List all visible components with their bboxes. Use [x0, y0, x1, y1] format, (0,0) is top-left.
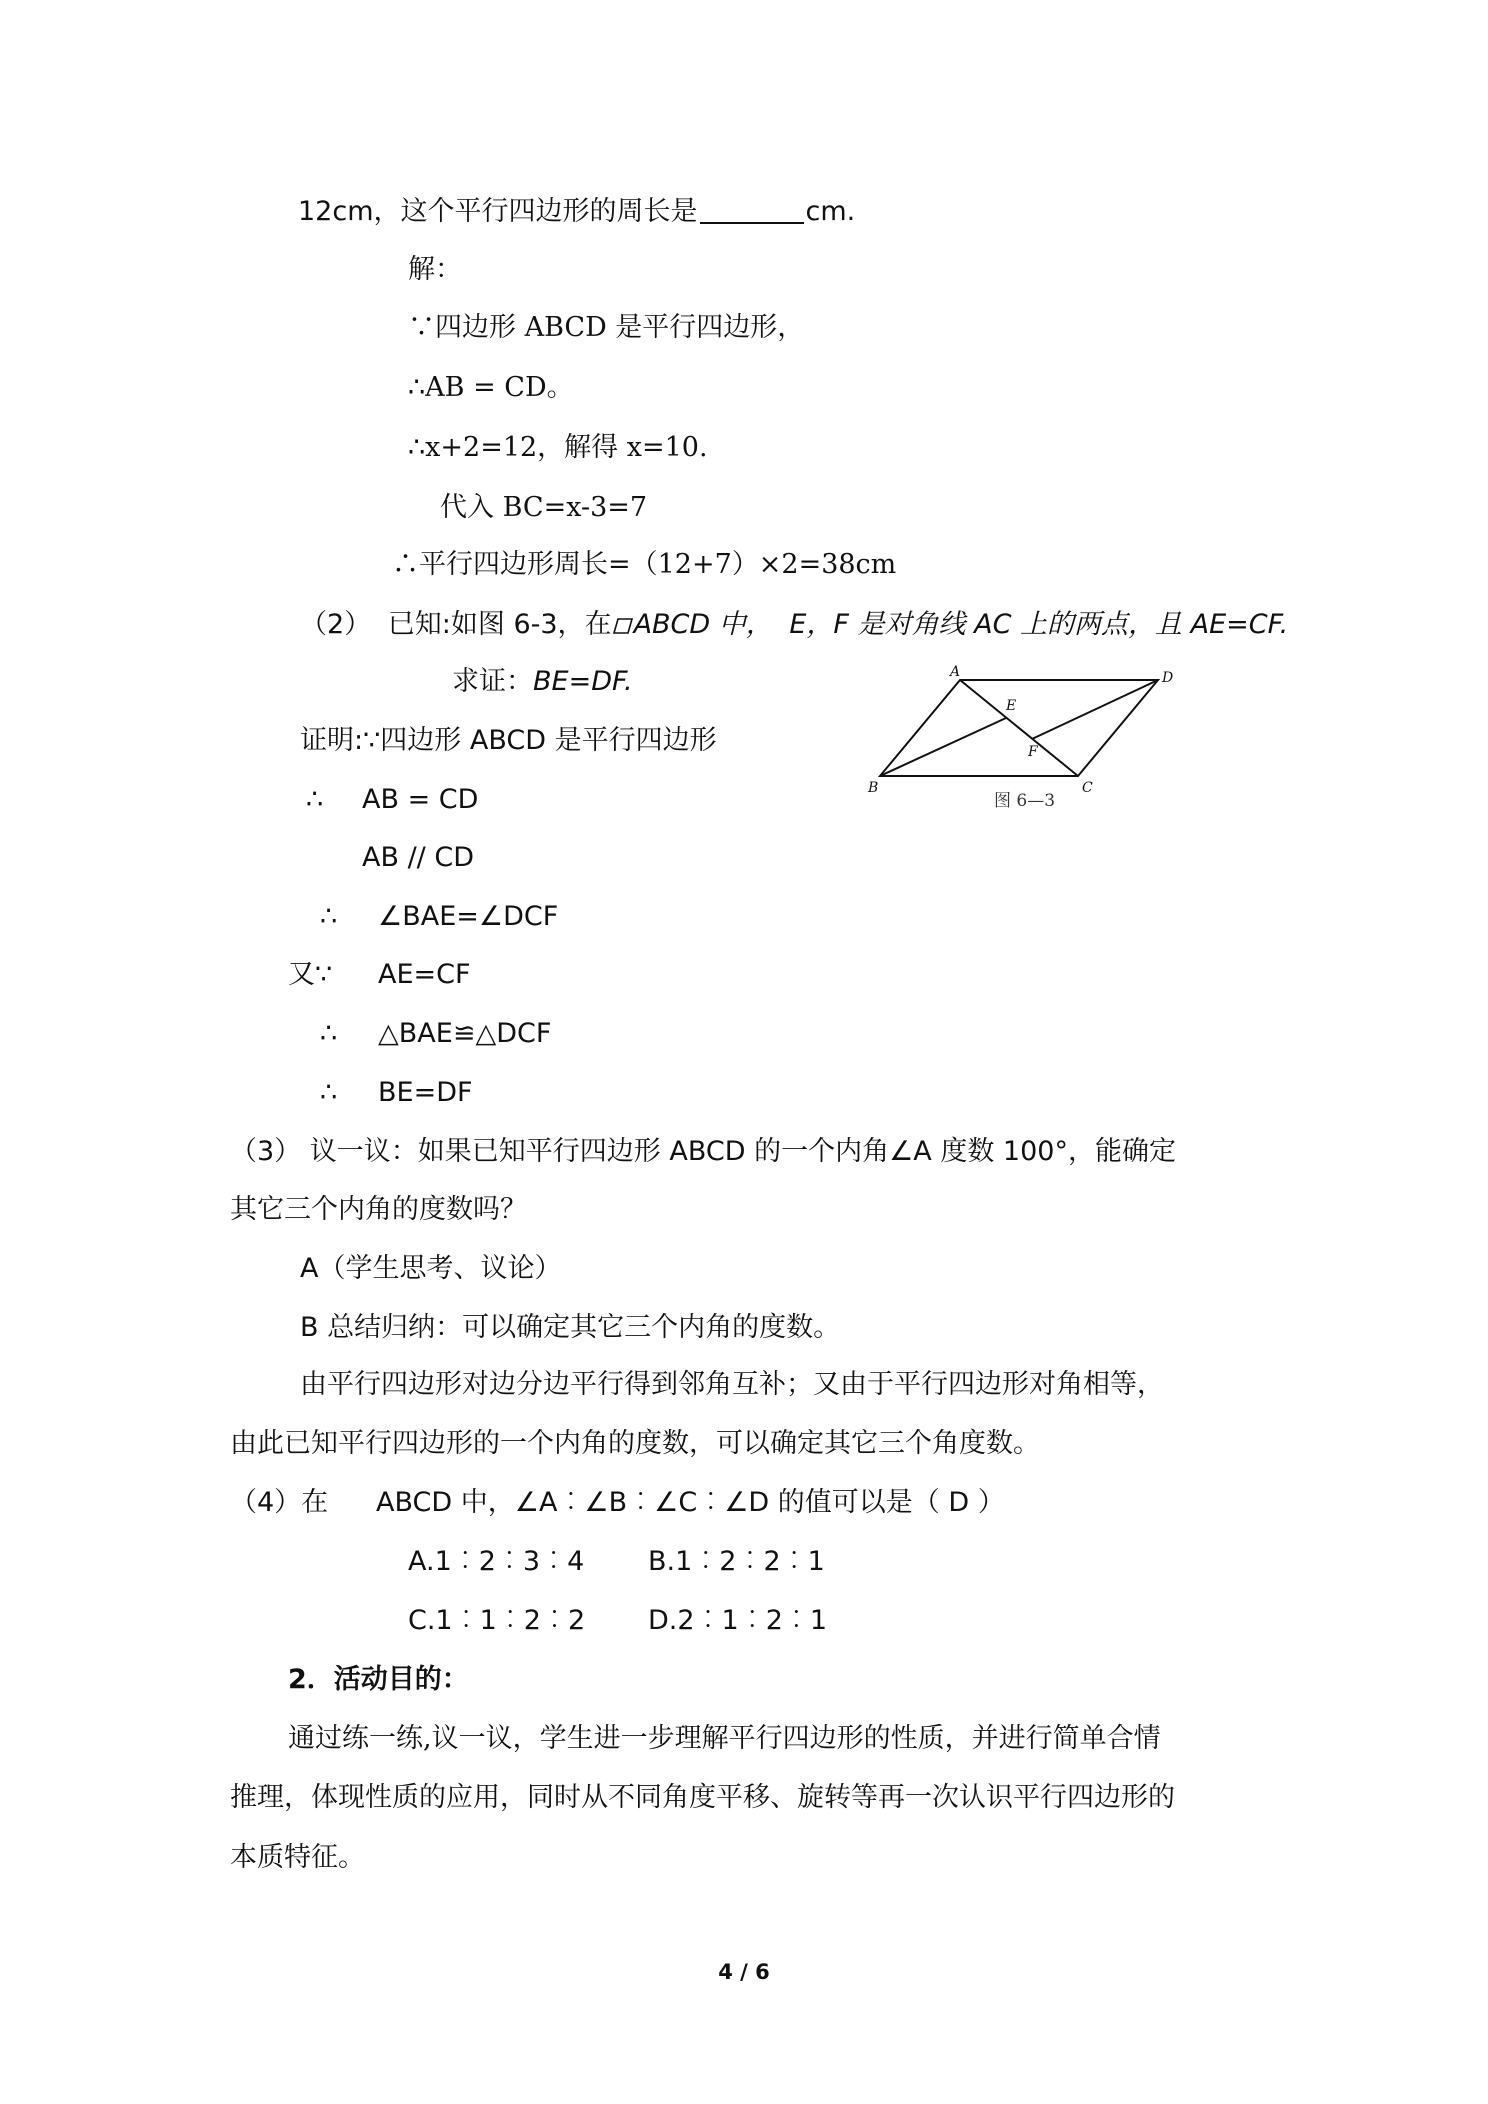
q1-tail-unit: cm. — [805, 196, 856, 227]
diagonal-ac — [960, 680, 1078, 776]
option-b: B.1︰2︰2︰1 — [648, 1546, 825, 1577]
solution-line-5: ∴平行四边形周长=（12+7）×2=38cm — [392, 549, 897, 580]
option-c: C.1︰1︰2︰2 — [408, 1605, 586, 1636]
q2-text-b: ABCD 中， — [633, 609, 773, 640]
proof-line-3: ∠BAE=∠DCF — [378, 901, 559, 932]
proof-line-1-symbol: ∴ — [306, 784, 324, 815]
proof-line-5: △BAE≌△DCF — [378, 1018, 552, 1049]
q2-prove — [452, 664, 633, 700]
option-d: D.2︰1︰2︰1 — [648, 1605, 828, 1636]
page-number: 4 / 6 — [718, 1960, 770, 1984]
q3-line-1: （3） 议一议：如果已知平行四边形 ABCD 的一个内角∠A 度数 100°，能确定 — [230, 1136, 1176, 1167]
segment-df — [1032, 680, 1158, 739]
q2-text-a: 已知:如图 6-3，在 — [387, 609, 612, 640]
q2-prove-expr: BE=DF. — [533, 666, 633, 697]
label-e: E — [1006, 698, 1017, 714]
parallelogram-icon — [612, 617, 634, 635]
q1-tail — [298, 194, 855, 230]
q2-statement — [300, 607, 1288, 643]
q3-para-1: 由平行四边形对边分边平行得到邻角互补；又由于平行四边形对角相等， — [300, 1369, 1164, 1400]
figure-caption: 图 6—3 — [994, 791, 1056, 811]
solution-label: 解： — [408, 254, 462, 285]
solution-line-4: 代入 BC=x-3=7 — [440, 492, 648, 523]
solution-line-2: ∴AB = CD。 — [408, 372, 574, 403]
q4-number: （4）在 — [230, 1487, 329, 1518]
solution-line-3: ∴x+2=12，解得 x=10. — [408, 432, 708, 463]
q4-text: ABCD 中，∠A︰∠B︰∠C︰∠D 的值可以是（ D ） — [376, 1487, 1005, 1518]
q3-para-2: 由此已知平行四边形的一个内角的度数，可以确定其它三个角度数。 — [230, 1428, 1040, 1459]
solution-line-1: ∵四边形 ABCD 是平行四边形， — [408, 312, 805, 343]
q3-answer-a: A（学生思考、议论） — [300, 1253, 562, 1284]
purpose-line-2: 推理，体现性质的应用，同时从不同角度平移、旋转等再一次认识平行四边形的 — [230, 1782, 1175, 1813]
proof-line-5-symbol: ∴ — [320, 1018, 338, 1049]
segment-be — [880, 718, 1006, 776]
proof-line-6: BE=DF — [378, 1077, 473, 1108]
purpose-line-3: 本质特征。 — [230, 1842, 365, 1873]
answer-blank — [700, 196, 804, 224]
q2-prove-label: 求证： — [452, 666, 533, 697]
proof-line-4: AE=CF — [378, 959, 471, 990]
q3-answer-b: B 总结归纳：可以确定其它三个内角的度数。 — [300, 1312, 841, 1343]
q2-text-c: E，F 是对角线 AC 上的两点，且 AE=CF. — [789, 609, 1289, 640]
proof-intro: 证明:∵四边形 ABCD 是平行四边形 — [300, 725, 717, 756]
label-a: A — [950, 664, 961, 680]
proof-line-4-symbol: 又∵ — [288, 959, 333, 990]
purpose-line-1: 通过练一练,议一议，学生进一步理解平行四边形的性质，并进行简单合情 — [288, 1723, 1161, 1754]
proof-line-3-symbol: ∴ — [320, 901, 338, 932]
proof-line-2: AB // CD — [362, 842, 474, 873]
q1-tail-text: 12cm，这个平行四边形的周长是 — [298, 196, 698, 227]
q3-line-2: 其它三个内角的度数吗？ — [230, 1194, 527, 1225]
label-b: B — [868, 780, 879, 796]
proof-line-6-symbol: ∴ — [320, 1077, 338, 1108]
proof-line-1: AB = CD — [362, 784, 479, 815]
label-c: C — [1082, 780, 1093, 796]
q2-number: （2） — [300, 609, 372, 640]
label-f: F — [1028, 744, 1038, 760]
label-d: D — [1162, 670, 1174, 686]
section-title: 2．活动目的： — [288, 1664, 469, 1695]
option-a: A.1︰2︰3︰4 — [408, 1546, 585, 1577]
